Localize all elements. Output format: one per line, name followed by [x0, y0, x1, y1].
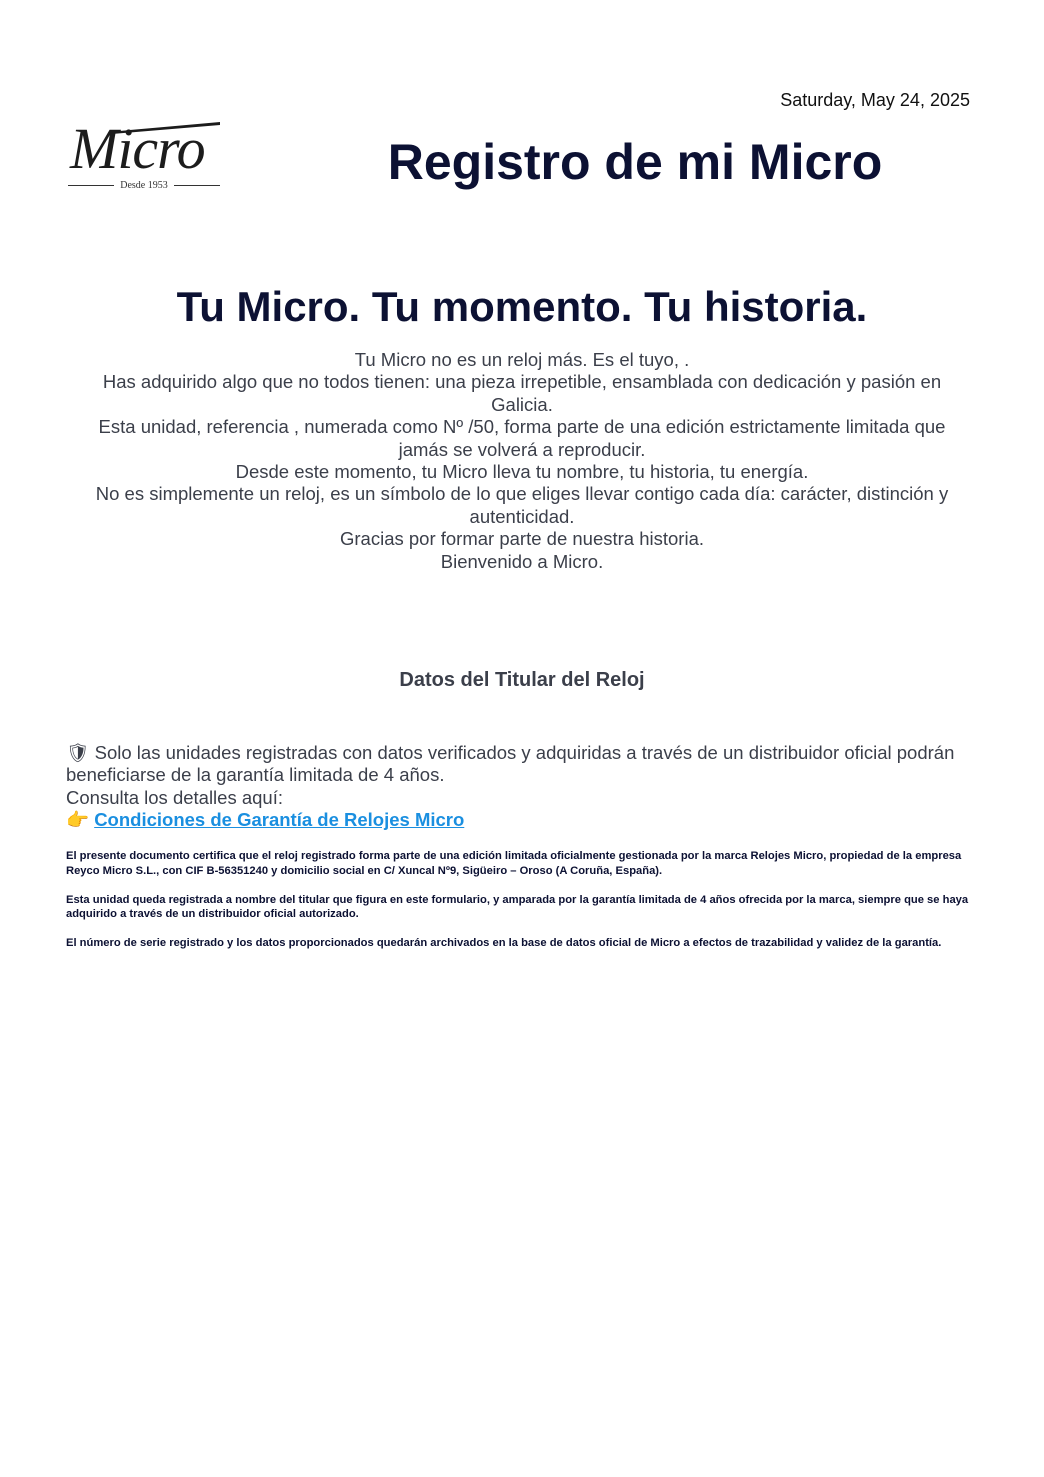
legal-paragraph: Esta unidad queda registrada a nombre del titular que figura en este formulario, y amparada por la garantía limitada de 4 años ofrecida por la marca, siempre que se haya adquirido a través de un distribuidor oficial autorizado. — [66, 893, 969, 920]
warranty-consult-text: Consulta los detalles aquí: — [66, 786, 283, 808]
owner-section-title: Datos del Titular del Reloj — [399, 669, 645, 691]
intro-line: Esta unidad, referencia , numerada como Nº /50, forma parte de una edición estrictamente limitada que jamás se volverá a reproducir. — [98, 416, 946, 460]
logo-tagline-row — [68, 178, 220, 192]
legal-paragraph: El número de serie registrado y los datos proporcionados quedarán archivados en la base de datos oficial de Micro a efectos de trazabilidad y validez de la garantía. — [66, 937, 942, 949]
pointing-hand-icon: 👉 — [66, 809, 90, 831]
warranty-conditions-link[interactable]: Condiciones de Garantía de Relojes Micro — [94, 809, 465, 831]
legal-paragraph: El presente documento certifica que el reloj registrado forma parte de una edición limitada oficialmente gestionada por la marca Relojes Micro, propiedad de la empresa Reyco Micro S.L., con CIF B-56351240 y domicilio social en C/ Xuncal Nº9, Sigüeiro – Oroso (A Coruña, España). — [66, 850, 962, 877]
intro-line: Bienvenido a Micro. — [440, 550, 604, 572]
warranty-notice-body: Solo las unidades registradas con datos verificados y adquiridas a través de un distribuidor oficial podrán beneficiarse de la garantía limitada de 4 años. — [66, 742, 955, 786]
intro-text — [74, 349, 970, 573]
micro-logo — [68, 116, 220, 192]
warranty-notice-text — [66, 742, 966, 787]
warranty-notice — [66, 742, 966, 832]
intro-line: Gracias por formar parte de nuestra historia. — [340, 528, 704, 550]
page-title: Registro de mi Micro — [387, 134, 883, 190]
intro-line: Desde este momento, tu Micro lleva tu nombre, tu historia, tu energía. — [235, 461, 809, 483]
hero-title: Tu Micro. Tu momento. Tu historia. — [176, 283, 868, 330]
logo-rule-left — [68, 185, 114, 186]
intro-line: No es simplemente un reloj, es un símbolo de lo que eliges llevar contigo cada día: carácter, distinción y autenticidad. — [95, 483, 949, 527]
intro-line: Tu Micro no es un reloj más. Es el tuyo, . — [354, 349, 690, 370]
logo-rule-right — [174, 185, 220, 186]
logo-tagline: Desde 1953 — [120, 179, 168, 191]
shield-icon: 🛡 — [66, 742, 90, 763]
intro-line: Has adquirido algo que no todos tienen: una pieza irrepetible, ensamblada con dedicación y pasión en Galicia. — [102, 371, 942, 415]
document-date: Saturday, May 24, 2025 — [780, 90, 970, 110]
legal-notice — [66, 849, 978, 965]
logo-wordmark: Micro — [70, 116, 205, 181]
warranty-link-row — [66, 809, 966, 831]
